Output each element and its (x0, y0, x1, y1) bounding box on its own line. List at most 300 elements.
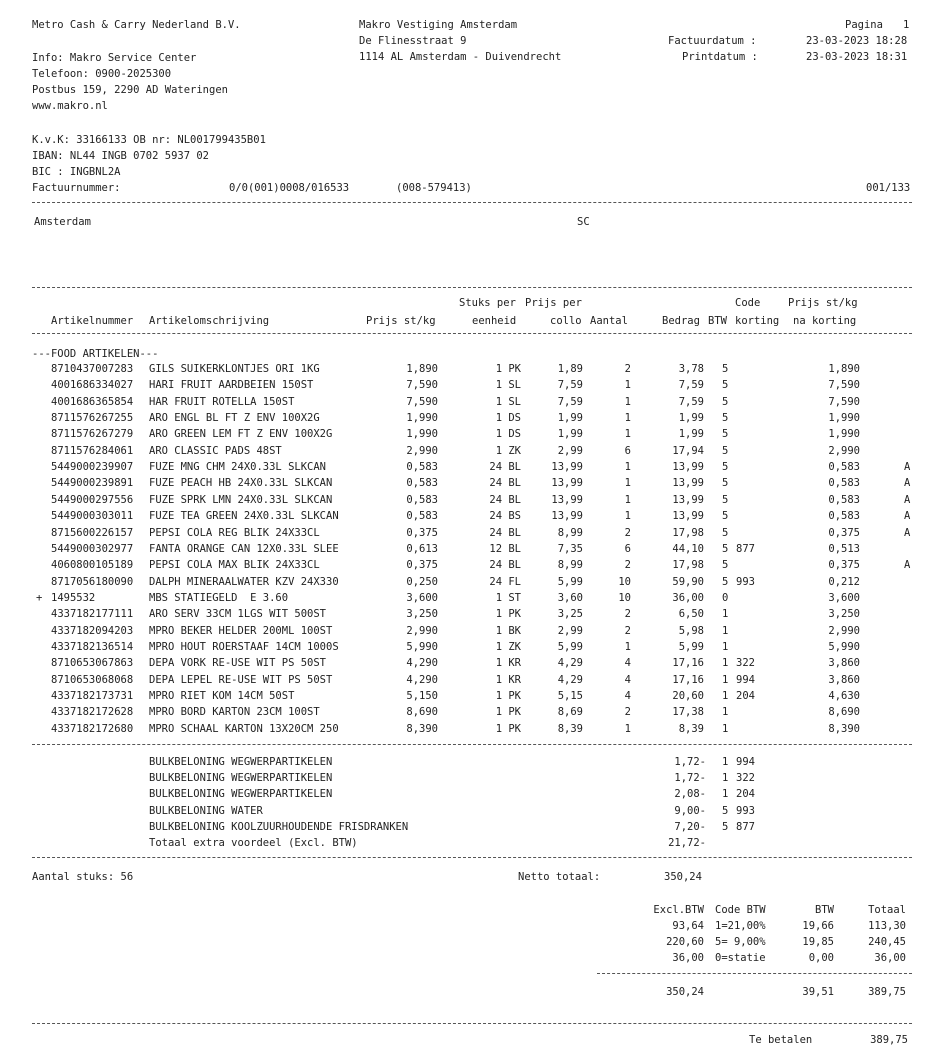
item-net-price: 7,590 (828, 395, 860, 408)
item-desc: FUZE MNG CHM 24X0.33L SLKCAN (149, 461, 327, 474)
discount-btw: 1 (722, 788, 729, 801)
item-net-price: 0,513 (828, 542, 860, 555)
item-desc: ARO GREEN LEM FT Z ENV 100X2G (149, 428, 333, 441)
col-desc: Artikelomschrijving (149, 315, 270, 327)
item-qty: 1 (624, 395, 631, 408)
item-amount: 17,38 (672, 706, 704, 719)
item-units: 1 PK (495, 608, 521, 621)
item-price: 8,690 (406, 706, 438, 719)
item-units: 1 PK (495, 706, 521, 719)
item-artnr: 5449000239907 (51, 461, 134, 474)
col-units-bottom: eenheid (472, 315, 517, 327)
discount-btw: 1 (722, 772, 729, 785)
item-artnr: 4337182172680 (51, 722, 134, 735)
item-artnr: 8717056180090 (51, 575, 134, 588)
page-label: Pagina (845, 19, 883, 31)
vat-cell: Code BTW (715, 904, 766, 916)
item-collo: 7,59 (557, 379, 583, 392)
item-desc: FANTA ORANGE CAN 12X0.33L SLEE (149, 542, 339, 555)
item-price: 0,583 (406, 510, 438, 523)
discount-desc: BULKBELONING WEGWERPARTIKELEN (149, 788, 333, 801)
item-amount: 20,60 (672, 690, 704, 702)
discount-amount: 1,72- (674, 772, 706, 785)
customer-city: Amsterdam (34, 216, 91, 228)
table-row (0, 690, 929, 706)
item-desc: MPRO HOUT ROERSTAAF 14CM 1000S (149, 640, 339, 653)
col-collo-top: Prijs per (525, 297, 582, 309)
item-units: 24 BL (489, 526, 521, 539)
table-row (0, 412, 929, 428)
item-artnr: 4337182172628 (51, 706, 134, 719)
item-price: 5,150 (406, 690, 438, 702)
item-btw: 5 (722, 510, 729, 523)
table-row (0, 559, 929, 575)
payment-label: Te betalen (749, 1034, 813, 1046)
item-net-price: 0,583 (828, 477, 860, 490)
item-artnr: 8710653068068 (51, 673, 134, 686)
item-net-price: 0,375 (828, 526, 860, 539)
company-name: Metro Cash & Carry Nederland B.V. (32, 19, 241, 31)
invoice-number: 0/0(001)0008/016533 (229, 182, 350, 194)
item-units: 1 ZK (495, 444, 521, 457)
item-discount-code: 994 (736, 673, 755, 686)
item-units: 24 BL (489, 493, 521, 506)
item-collo: 13,99 (551, 493, 583, 506)
item-price: 4,290 (406, 673, 438, 686)
discount-btw: 5 (722, 804, 729, 817)
payment-value: 389,75 (870, 1034, 908, 1046)
vat-cell: 389,75 (868, 986, 906, 998)
item-units: 1 DS (495, 428, 521, 441)
item-qty: 1 (624, 461, 631, 474)
customer-code: SC (577, 216, 590, 228)
vat-row (0, 920, 929, 936)
item-artnr: 8715600226157 (51, 526, 134, 539)
item-net-price: 2,990 (828, 624, 860, 637)
item-btw: 5 (722, 379, 729, 392)
item-amount: 1,99 (678, 428, 704, 441)
item-collo: 5,99 (557, 640, 583, 653)
item-desc: GILS SUIKERKLONTJES ORI 1KG (149, 363, 320, 375)
bic-line: BIC : INGBNL2A (32, 166, 121, 178)
table-row (0, 674, 929, 690)
item-desc: DALPH MINERAALWATER KZV 24X330 (149, 575, 339, 588)
item-discount-code: 204 (736, 690, 755, 702)
item-price: 0,583 (406, 477, 438, 490)
item-amount: 1,99 (678, 412, 704, 425)
table-row (0, 494, 929, 510)
discount-code: 994 (736, 756, 755, 768)
item-amount: 5,98 (678, 624, 704, 637)
item-collo: 13,99 (551, 510, 583, 523)
table-row (0, 363, 929, 379)
item-units: 24 BL (489, 477, 521, 490)
vat-header-row (0, 904, 929, 920)
discount-amount: 9,00- (674, 804, 706, 817)
discount-amount: 1,72- (674, 756, 706, 768)
item-qty: 4 (624, 690, 631, 702)
vat-cell: 113,30 (868, 920, 906, 932)
item-amount: 3,78 (678, 363, 704, 375)
item-net-price: 1,990 (828, 428, 860, 441)
item-desc: MPRO BEKER HELDER 200ML 100ST (149, 624, 333, 637)
item-net-price: 4,630 (828, 690, 860, 702)
item-units: 1 SL (495, 379, 521, 392)
item-units: 24 BL (489, 461, 521, 474)
item-collo: 4,29 (557, 657, 583, 670)
item-units: 1 PK (495, 363, 521, 375)
item-amount: 8,39 (678, 722, 704, 735)
item-net-price: 5,990 (828, 640, 860, 653)
item-desc: FUZE TEA GREEN 24X0.33L SLKCAN (149, 510, 339, 523)
discount-row (0, 805, 929, 821)
item-price: 3,250 (406, 608, 438, 621)
col-artnr: Artikelnummer (51, 315, 134, 327)
item-qty: 10 (618, 591, 631, 604)
item-amount: 13,99 (672, 477, 704, 490)
item-collo: 13,99 (551, 477, 583, 490)
item-btw: 1 (722, 657, 729, 670)
col-net-top: Prijs st/kg (788, 297, 858, 309)
item-units: 1 KR (495, 673, 521, 686)
item-desc: HAR FRUIT ROTELLA 150ST (149, 395, 295, 408)
iban-line: IBAN: NL44 INGB 0702 5937 02 (32, 150, 210, 162)
item-units: 1 KR (495, 657, 521, 670)
print-date-label: Printdatum : (682, 51, 758, 63)
store-city: 1114 AL Amsterdam - Duivendrecht (359, 51, 562, 63)
item-net-price: 8,690 (828, 706, 860, 719)
discount-code: 322 (736, 772, 755, 785)
item-btw: 1 (722, 640, 729, 653)
item-amount: 17,98 (672, 526, 704, 539)
discount-desc: BULKBELONING WEGWERPARTIKELEN (149, 772, 333, 785)
item-net-price: 3,860 (828, 657, 860, 670)
item-collo: 7,59 (557, 395, 583, 408)
item-amount: 5,99 (678, 640, 704, 653)
vat-cell: 0=statie (715, 952, 766, 964)
item-units: 1 SL (495, 395, 521, 408)
table-row (0, 608, 929, 624)
table-row (0, 396, 929, 412)
item-net-price: 0,583 (828, 493, 860, 506)
item-net-price: 0,583 (828, 461, 860, 474)
invoice-reference: (008-579413) (396, 182, 472, 194)
table-row (0, 543, 929, 559)
item-collo: 2,99 (557, 624, 583, 637)
item-net-price: 8,390 (828, 722, 860, 735)
item-flag: A (904, 461, 911, 474)
item-qty: 2 (624, 559, 631, 572)
item-desc: MBS STATIEGELD E 3.60 (149, 591, 289, 604)
item-desc: DEPA LEPEL RE-USE WIT PS 50ST (149, 673, 333, 686)
discount-btw: 1 (722, 756, 729, 768)
item-flag: A (904, 510, 911, 523)
item-net-price: 0,375 (828, 559, 860, 572)
item-desc: MPRO BORD KARTON 23CM 100ST (149, 706, 320, 719)
item-btw: 5 (722, 363, 729, 375)
item-price: 1,990 (406, 412, 438, 425)
website: www.makro.nl (32, 100, 108, 112)
page-number: 1 (903, 19, 910, 31)
print-date: 23-03-2023 18:31 (806, 51, 908, 63)
item-amount: 36,00 (672, 591, 704, 604)
item-artnr: 4001686365854 (51, 395, 134, 408)
item-desc: PEPSI COLA MAX BLIK 24X33CL (149, 559, 320, 572)
item-collo: 2,99 (557, 444, 583, 457)
pieces-count: Aantal stuks: 56 (32, 871, 134, 883)
discount-desc: BULKBELONING WEGWERPARTIKELEN (149, 756, 333, 768)
divider (32, 202, 912, 203)
item-discount-code: 322 (736, 657, 755, 670)
item-collo: 5,99 (557, 575, 583, 588)
item-artnr: 4001686334027 (51, 379, 134, 392)
item-collo: 8,99 (557, 559, 583, 572)
item-artnr: 8711576267255 (51, 412, 134, 425)
item-units: 1 ST (495, 591, 521, 604)
table-row (0, 625, 929, 641)
item-collo: 3,25 (557, 608, 583, 621)
vat-total-row (0, 986, 929, 1002)
item-qty: 1 (624, 493, 631, 506)
item-desc: ARO ENGL BL FT Z ENV 100X2G (149, 412, 320, 425)
item-qty: 10 (618, 575, 631, 588)
item-price: 0,583 (406, 493, 438, 506)
col-code-bottom: korting (735, 315, 780, 327)
item-desc: FUZE SPRK LMN 24X0.33L SLKCAN (149, 493, 333, 506)
vat-cell: 36,00 (874, 952, 906, 964)
item-amount: 59,90 (672, 575, 704, 588)
item-price: 0,250 (406, 575, 438, 588)
item-net-price: 0,212 (828, 575, 860, 588)
table-row (0, 379, 929, 395)
item-artnr: 4337182173731 (51, 690, 134, 702)
item-qty: 6 (624, 444, 631, 457)
item-qty: 4 (624, 657, 631, 670)
item-btw: 5 (722, 477, 729, 490)
item-amount: 7,59 (678, 379, 704, 392)
extra-total-amount: 21,72- (668, 837, 706, 849)
item-discount-code: 877 (736, 542, 755, 555)
item-amount: 17,16 (672, 673, 704, 686)
discount-desc: BULKBELONING KOOLZUURHOUDENDE FRISDRANKEN (149, 820, 409, 833)
item-net-price: 1,990 (828, 412, 860, 425)
item-artnr: 8711576284061 (51, 444, 134, 457)
item-price: 0,375 (406, 526, 438, 539)
item-desc: MPRO RIET KOM 14CM 50ST (149, 690, 295, 702)
item-price: 4,290 (406, 657, 438, 670)
discount-row (0, 756, 929, 772)
item-price: 2,990 (406, 624, 438, 637)
col-btw: BTW (708, 315, 727, 327)
divider (32, 857, 912, 858)
item-discount-code: 993 (736, 575, 755, 588)
item-qty: 1 (624, 412, 631, 425)
item-btw: 5 (722, 444, 729, 457)
divider (32, 333, 912, 334)
discount-row (0, 821, 929, 837)
item-desc: PEPSI COLA REG BLIK 24X33CL (149, 526, 320, 539)
vat-cell: 19,66 (802, 920, 834, 932)
item-collo: 8,39 (557, 722, 583, 735)
item-flag: A (904, 559, 911, 572)
vat-cell: 350,24 (666, 986, 704, 998)
item-collo: 5,15 (557, 690, 583, 702)
item-btw: 5 (722, 542, 729, 555)
item-price: 0,375 (406, 559, 438, 572)
item-collo: 3,60 (557, 591, 583, 604)
item-collo: 1,99 (557, 412, 583, 425)
item-btw: 1 (722, 722, 729, 735)
item-units: 1 PK (495, 722, 521, 735)
item-amount: 17,94 (672, 444, 704, 457)
discount-row (0, 788, 929, 804)
item-artnr: 4337182136514 (51, 640, 134, 653)
item-btw: 5 (722, 493, 729, 506)
item-qty: 1 (624, 722, 631, 735)
item-units: 1 BK (495, 624, 521, 637)
discount-btw: 5 (722, 820, 729, 833)
section-title: ---FOOD ARTIKELEN--- (32, 348, 159, 360)
vat-cell: 1=21,00% (715, 920, 766, 932)
item-artnr: 8710437007283 (51, 363, 134, 375)
item-price: 8,390 (406, 722, 438, 735)
item-btw: 5 (722, 428, 729, 441)
item-units: 1 PK (495, 690, 521, 702)
item-collo: 8,69 (557, 706, 583, 719)
item-flag: A (904, 477, 911, 490)
invoice-sequence: 001/133 (866, 182, 911, 194)
item-collo: 7,35 (557, 542, 583, 555)
item-qty: 1 (624, 428, 631, 441)
vat-cell: 240,45 (868, 936, 906, 948)
item-amount: 17,98 (672, 559, 704, 572)
item-price: 0,583 (406, 461, 438, 474)
item-qty: 2 (624, 363, 631, 375)
item-price: 7,590 (406, 395, 438, 408)
item-qty: 2 (624, 608, 631, 621)
item-btw: 5 (722, 461, 729, 474)
item-amount: 13,99 (672, 510, 704, 523)
table-row (0, 527, 929, 543)
item-net-price: 2,990 (828, 444, 860, 457)
table-row (0, 461, 929, 477)
item-artnr: 4060800105189 (51, 559, 134, 572)
item-amount: 13,99 (672, 461, 704, 474)
item-price: 3,600 (406, 591, 438, 604)
item-price: 7,590 (406, 379, 438, 392)
item-desc: MPRO SCHAAL KARTON 13X20CM 250 (149, 722, 339, 735)
item-units: 24 BL (489, 559, 521, 572)
col-qty: Aantal (590, 315, 628, 327)
col-units-top: Stuks per (459, 297, 516, 309)
vat-cell: 5= 9,00% (715, 936, 766, 948)
item-desc: ARO CLASSIC PADS 48ST (149, 444, 282, 457)
discount-code: 993 (736, 804, 755, 817)
item-units: 1 ZK (495, 640, 521, 653)
extra-total-label: Totaal extra voordeel (Excl. BTW) (149, 837, 358, 849)
item-btw: 5 (722, 395, 729, 408)
item-artnr: 8710653067863 (51, 657, 134, 670)
table-row (0, 641, 929, 657)
vat-cell: 19,85 (802, 936, 834, 948)
vat-row (0, 936, 929, 952)
item-desc: ARO SERV 33CM 1LGS WIT 500ST (149, 608, 327, 621)
table-row (0, 445, 929, 461)
discount-code: 204 (736, 788, 755, 801)
store-street: De Flinesstraat 9 (359, 35, 467, 47)
item-btw: 5 (722, 526, 729, 539)
item-price: 1,890 (406, 363, 438, 375)
vat-cell: 93,64 (672, 920, 704, 932)
item-net-price: 7,590 (828, 379, 860, 392)
invoice-date: 23-03-2023 18:28 (806, 35, 908, 47)
divider (32, 287, 912, 288)
item-units: 12 BL (489, 542, 521, 555)
invoice-number-label: Factuurnummer: (32, 182, 121, 194)
item-btw: 5 (722, 575, 729, 588)
item-flag: A (904, 493, 911, 506)
item-btw: 5 (722, 559, 729, 572)
item-qty: 2 (624, 526, 631, 539)
vat-cell: 36,00 (672, 952, 704, 964)
item-btw: 5 (722, 412, 729, 425)
item-units: 24 BS (489, 510, 521, 523)
item-btw: 1 (722, 706, 729, 719)
item-btw: 1 (722, 624, 729, 637)
invoice-date-label: Factuurdatum : (668, 35, 757, 47)
phone-number: Telefoon: 0900-2025300 (32, 68, 172, 80)
vat-cell: Excl.BTW (653, 904, 704, 916)
table-row (0, 706, 929, 722)
item-collo: 4,29 (557, 673, 583, 686)
vat-row (0, 952, 929, 968)
item-btw: 1 (722, 608, 729, 621)
item-flag: A (904, 526, 911, 539)
postal-address: Postbus 159, 2290 AD Wateringen (32, 84, 228, 96)
col-price: Prijs st/kg (366, 315, 436, 327)
item-qty: 2 (624, 706, 631, 719)
item-price: 0,613 (406, 542, 438, 555)
item-qty: 1 (624, 379, 631, 392)
item-btw: 1 (722, 690, 729, 702)
divider (32, 744, 912, 745)
table-row (0, 657, 929, 673)
item-qty: 1 (624, 477, 631, 490)
table-row (0, 477, 929, 493)
col-code-top: Code (735, 297, 761, 309)
item-collo: 8,99 (557, 526, 583, 539)
vat-cell: 0,00 (808, 952, 834, 964)
item-amount: 6,50 (678, 608, 704, 621)
item-qty: 2 (624, 624, 631, 637)
item-net-price: 1,890 (828, 363, 860, 375)
vat-cell: 39,51 (802, 986, 834, 998)
item-amount: 7,59 (678, 395, 704, 408)
item-btw: 0 (722, 591, 729, 604)
item-artnr: 1495532 (51, 591, 96, 604)
item-net-price: 3,860 (828, 673, 860, 686)
item-price: 2,990 (406, 444, 438, 457)
item-net-price: 0,583 (828, 510, 860, 523)
item-amount: 17,16 (672, 657, 704, 670)
item-units: 1 DS (495, 412, 521, 425)
item-desc: DEPA VORK RE-USE WIT PS 50ST (149, 657, 327, 670)
net-total-value: 350,24 (664, 871, 702, 883)
item-qty: 6 (624, 542, 631, 555)
item-qty: 4 (624, 673, 631, 686)
divider (32, 1023, 912, 1024)
discount-row (0, 772, 929, 788)
